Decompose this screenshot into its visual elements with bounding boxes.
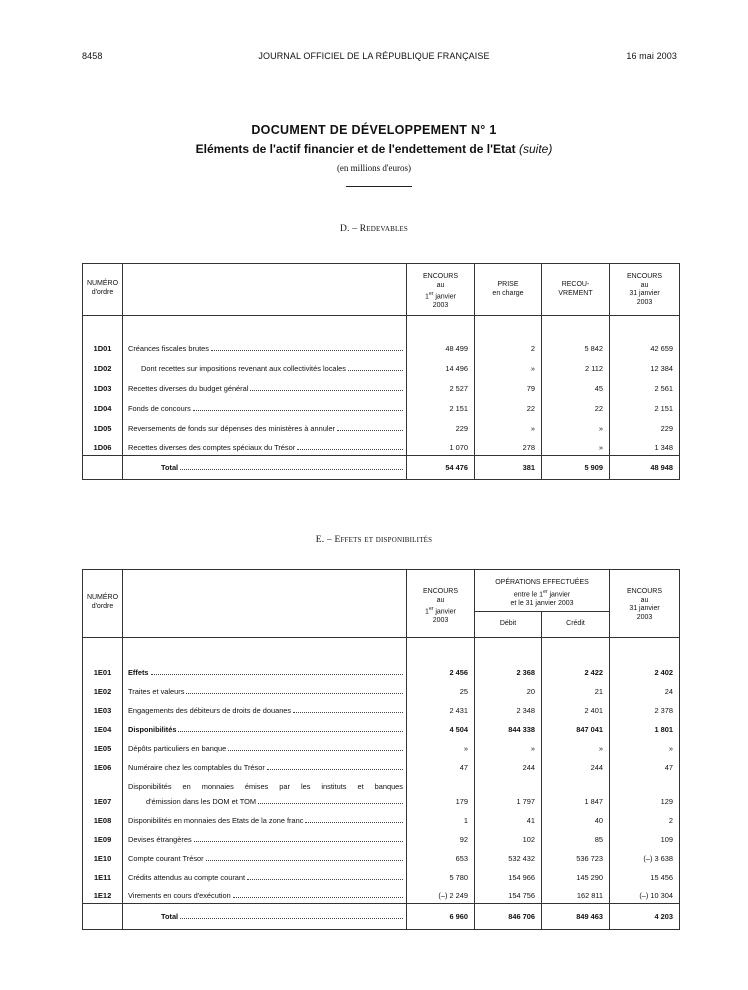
dot-leader: [194, 841, 403, 842]
row-value-1: 229: [407, 416, 475, 436]
row-value-1: 25: [407, 680, 475, 699]
row-label-text: Traites et valeurs: [128, 686, 185, 696]
row-label-text: Effets: [128, 667, 149, 677]
dot-leader: [305, 822, 403, 823]
row-value-2: 244: [475, 756, 542, 775]
total-row-label-e: Total: [123, 904, 407, 930]
row-label: [123, 828, 407, 847]
total-num-blank: [83, 456, 123, 480]
col-encours-fin: ENCOURS au 31 janvier 2003: [610, 264, 680, 316]
row-value-3: 5 842: [542, 316, 610, 356]
row-number: 1E03: [93, 705, 112, 715]
row-label-line1: Disponibilités en monnaies émises par les instituts et banques: [128, 781, 403, 791]
row-value-3: 85: [542, 828, 610, 847]
title-divider: [346, 186, 412, 187]
col-credit: Crédit: [542, 612, 610, 638]
row-value-1: 5 780: [407, 866, 475, 885]
section-d-title: Redevables: [359, 224, 408, 234]
dot-leader: [151, 674, 403, 675]
row-value-4: 47: [610, 756, 680, 775]
total-encours-debut: 54 476: [407, 456, 475, 480]
row-value-3: »: [542, 436, 610, 456]
dot-leader: [337, 430, 403, 431]
row-value-3: 145 290: [542, 866, 610, 885]
col-encours-fin-e: ENCOURS au 31 janvier 2003: [610, 570, 680, 638]
row-value-4: 42 659: [610, 316, 680, 356]
document-title: DOCUMENT DE DÉVELOPPEMENT N° 1: [251, 123, 497, 137]
row-label-text: Disponibilités: [128, 724, 177, 734]
row-number: 1E04: [93, 724, 112, 734]
row-label-text: d'émission dans les DOM et TOM: [146, 796, 256, 806]
row-value-3: »: [542, 416, 610, 436]
dot-leader: [193, 410, 403, 411]
row-value-3: 21: [542, 680, 610, 699]
section-e-title: Effets et disponibilités: [334, 535, 433, 545]
row-number: 1E11: [93, 872, 112, 882]
row-value-3: 162 811: [542, 885, 610, 904]
dot-leader: [211, 350, 403, 351]
row-value-1: 48 499: [407, 316, 475, 356]
dot-leader: [267, 769, 403, 770]
row-value-4: 2 151: [610, 396, 680, 416]
table-row: [83, 718, 680, 737]
table-row: [83, 699, 680, 718]
document-subtitle: [0, 142, 748, 156]
row-value-1: 653: [407, 847, 475, 866]
table-row: [83, 885, 680, 904]
row-value-3: 847 041: [542, 718, 610, 737]
row-value-1: 4 504: [407, 718, 475, 737]
row-value-2: »: [475, 416, 542, 436]
row-label-text: Devises étrangères: [128, 834, 192, 844]
row-value-2: »: [475, 356, 542, 376]
row-label: [123, 866, 407, 885]
row-label-text: Fonds de concours: [128, 403, 191, 413]
section-e-heading: [0, 535, 748, 545]
row-value-3: 244: [542, 756, 610, 775]
row-label: [123, 638, 407, 680]
row-value-2: 102: [475, 828, 542, 847]
dot-leader: [297, 449, 403, 450]
dot-leader: [348, 370, 403, 371]
row-value-2: 844 338: [475, 718, 542, 737]
table-row: [83, 316, 680, 356]
subtitle-main: Eléments de l'actif financier et de l'endettement de l'Etat: [195, 142, 516, 156]
row-value-1: 92: [407, 828, 475, 847]
row-value-3: 536 723: [542, 847, 610, 866]
row-value-4: 24: [610, 680, 680, 699]
col-encours-debut: ENCOURS au 1er janvier 2003: [407, 264, 475, 316]
total-recouvrement: 5 909: [542, 456, 610, 480]
row-value-2: 532 432: [475, 847, 542, 866]
col-numero: NUMÉRO d'ordre: [83, 264, 123, 316]
row-number: 1E09: [93, 834, 112, 844]
row-label: [123, 756, 407, 775]
total-prise: 381: [475, 456, 542, 480]
row-value-4: 2 378: [610, 699, 680, 718]
col-label-blank: [123, 264, 407, 316]
row-number: 1D02: [93, 363, 112, 373]
table-row: [83, 416, 680, 436]
row-number: 1D04: [93, 403, 112, 413]
dot-leader: [293, 712, 403, 713]
row-value-1: 2 527: [407, 376, 475, 396]
journal-title: JOURNAL OFFICIEL DE LA RÉPUBLIQUE FRANÇAISE: [258, 51, 490, 61]
table-redevables: [82, 263, 680, 480]
row-value-1: 1 070: [407, 436, 475, 456]
table-row: [83, 737, 680, 756]
row-value-2: 1 797: [475, 775, 542, 809]
col-recouvrement: RECOU- VREMENT: [542, 264, 610, 316]
row-value-2: 20: [475, 680, 542, 699]
row-label: [123, 737, 407, 756]
row-value-3: 2 401: [542, 699, 610, 718]
dot-leader: [258, 803, 403, 804]
row-label: [123, 775, 407, 809]
table-row: [83, 847, 680, 866]
unit-note: (en millions d'euros): [336, 163, 412, 173]
row-value-4: 15 456: [610, 866, 680, 885]
row-number: 1E01: [93, 667, 112, 677]
row-number: 1D05: [93, 423, 112, 433]
total-row-label: Total: [123, 456, 407, 480]
subtitle-suffix: (suite): [518, 142, 553, 156]
row-value-2: 154 966: [475, 866, 542, 885]
row-number: 1D01: [93, 343, 112, 353]
row-label: [123, 416, 407, 436]
table-row: [83, 376, 680, 396]
row-value-1: 179: [407, 775, 475, 809]
row-value-2: »: [475, 737, 542, 756]
row-label: [123, 376, 407, 396]
row-value-4: 1 348: [610, 436, 680, 456]
row-label-text: Virements en cours d'exécution: [128, 891, 231, 900]
row-label: [123, 436, 407, 456]
page-number: 8458: [82, 51, 103, 61]
row-value-4: 1 801: [610, 718, 680, 737]
section-e-prefix: E. –: [315, 535, 332, 545]
table-row: [83, 775, 680, 809]
row-value-4: 2 561: [610, 376, 680, 396]
row-label: [123, 356, 407, 376]
table-row: [83, 436, 680, 456]
dot-leader: [250, 390, 403, 391]
row-value-3: 40: [542, 809, 610, 828]
row-label-text: Recettes diverses du budget général: [128, 383, 249, 393]
row-value-4: 109: [610, 828, 680, 847]
row-label: [123, 847, 407, 866]
row-label: [123, 699, 407, 718]
row-value-2: 2: [475, 316, 542, 356]
row-label-text: Dépôts particuliers en banque: [128, 743, 227, 753]
table-row: [83, 828, 680, 847]
total-num-blank-e: [83, 904, 123, 930]
row-number: 1E05: [93, 743, 112, 753]
row-value-3: 22: [542, 396, 610, 416]
col-label-blank-e: [123, 570, 407, 638]
row-label-text: Reversements de fonds sur dépenses des ministères à annuler: [128, 423, 336, 433]
row-value-1: 1: [407, 809, 475, 828]
row-value-2: 2 368: [475, 638, 542, 680]
row-value-1: (–) 2 249: [407, 885, 475, 904]
total-encours-fin-e: 4 203: [610, 904, 680, 930]
row-label: [123, 680, 407, 699]
row-number: 1D03: [93, 383, 112, 393]
dot-leader: [206, 860, 403, 861]
dot-leader: [228, 750, 403, 751]
section-d-heading: [0, 224, 748, 234]
row-value-2: 41: [475, 809, 542, 828]
row-label-text: Disponibilités en monnaies des Etats de la zone franc: [128, 815, 304, 825]
row-value-3: 1 847: [542, 775, 610, 809]
total-debit: 846 706: [475, 904, 542, 930]
table-row: [83, 356, 680, 376]
table-row: [83, 396, 680, 416]
row-label-text: Crédits attendus au compte courant: [128, 872, 246, 882]
row-value-1: 14 496: [407, 356, 475, 376]
row-value-3: 45: [542, 376, 610, 396]
row-value-4: 2 402: [610, 638, 680, 680]
row-value-1: 2 151: [407, 396, 475, 416]
row-label: [123, 718, 407, 737]
row-label: [123, 316, 407, 356]
row-number: 1E07: [93, 796, 112, 806]
row-value-4: (–) 10 304: [610, 885, 680, 904]
row-number: 1D06: [93, 443, 112, 452]
total-credit: 849 463: [542, 904, 610, 930]
row-value-3: »: [542, 737, 610, 756]
issue-date: 16 mai 2003: [626, 51, 677, 61]
row-value-2: 22: [475, 396, 542, 416]
table-row: [83, 866, 680, 885]
row-value-1: 2 456: [407, 638, 475, 680]
row-number: 1E06: [93, 762, 112, 772]
section-d-prefix: D. –: [339, 224, 358, 234]
col-debit: Débit: [475, 612, 542, 638]
row-label: [123, 809, 407, 828]
row-number: 1E12: [93, 891, 112, 900]
table-row: [83, 638, 680, 680]
row-value-2: 79: [475, 376, 542, 396]
row-number: 1E10: [93, 853, 112, 863]
col-encours-debut-e: ENCOURS au 1er janvier 2003: [407, 570, 475, 638]
dot-leader: [178, 731, 403, 732]
row-value-2: 2 348: [475, 699, 542, 718]
row-label-text: Numéraire chez les comptables du Trésor: [128, 762, 265, 772]
row-value-1: 2 431: [407, 699, 475, 718]
row-label-text: Dont recettes sur impositions revenant aux collectivités locales: [141, 363, 346, 373]
row-value-4: »: [610, 737, 680, 756]
table-row: [83, 809, 680, 828]
row-number: 1E08: [93, 815, 112, 825]
row-value-4: 2: [610, 809, 680, 828]
col-numero-e: NUMÉRO d'ordre: [83, 570, 123, 638]
row-value-2: 278: [475, 436, 542, 456]
row-value-2: 154 756: [475, 885, 542, 904]
dot-leader: [233, 897, 403, 898]
row-label-text: Créances fiscales brutes: [128, 343, 209, 353]
row-value-1: 47: [407, 756, 475, 775]
row-number: 1E02: [93, 686, 112, 696]
row-value-3: 2 422: [542, 638, 610, 680]
dot-leader: [247, 879, 403, 880]
row-value-1: »: [407, 737, 475, 756]
row-value-4: 12 384: [610, 356, 680, 376]
row-label-text: Compte courant Trésor: [128, 853, 204, 863]
col-prise: PRISE en charge: [475, 264, 542, 316]
total-encours-debut-e: 6 960: [407, 904, 475, 930]
row-label-text: Recettes diverses des comptes spéciaux du Trésor: [128, 443, 296, 452]
table-row: [83, 756, 680, 775]
col-operations: OPÉRATIONS EFFECTUÉES entre le 1er janvier et le 31 janvier 2003: [475, 570, 610, 612]
row-label: [123, 885, 407, 904]
row-label-text: Engagements des débiteurs de droits de douanes: [128, 705, 292, 715]
table-effets: [82, 569, 680, 930]
row-value-4: (–) 3 638: [610, 847, 680, 866]
row-value-4: 229: [610, 416, 680, 436]
table-row: [83, 680, 680, 699]
row-value-4: 129: [610, 775, 680, 809]
row-label: [123, 396, 407, 416]
total-encours-fin: 48 948: [610, 456, 680, 480]
row-value-3: 2 112: [542, 356, 610, 376]
dot-leader: [186, 693, 403, 694]
